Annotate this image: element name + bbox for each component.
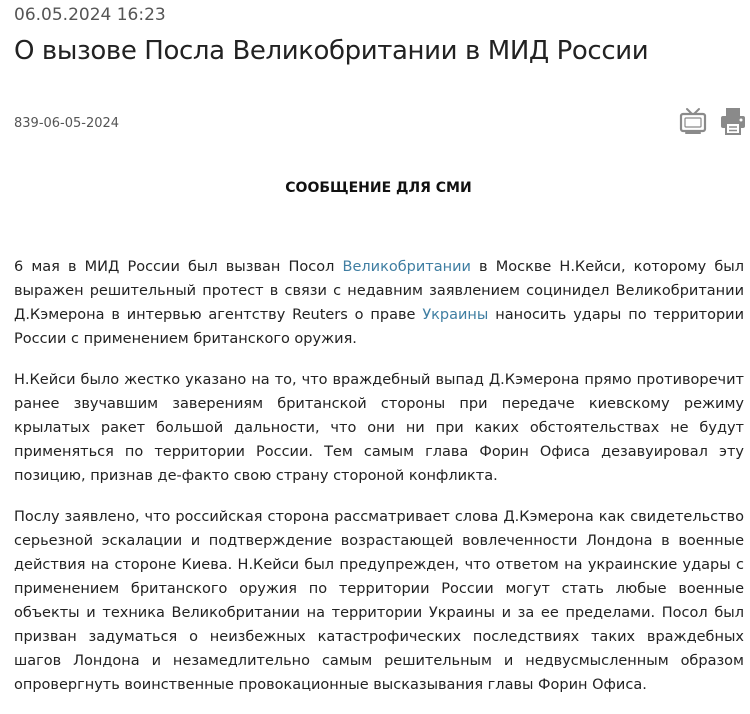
publication-datetime: 06.05.2024 16:23 [14,5,166,25]
paragraph-2: Н.Кейси было жестко указано на то, что враждебный выпад Д.Кэмерона прямо противоречит ранее звучавшим заверениям британской стороны при передаче киевскому режиму крылатых ракет большой дальности, что они ни при каких обстоятельствах не будут применяться по территории России. Тем самым глава Форин Офиса дезавуировал эту позицию, признав де-факто свою страну стороной конфликта. [14,372,744,484]
link-ukraine[interactable]: Украины [422,307,489,323]
press-release-heading: СООБЩЕНИЕ ДЛЯ СМИ [285,180,472,196]
paragraph-1-text-3: наносить удары по территории России с применением британского оружия. [14,307,744,347]
print-icon[interactable] [718,106,748,136]
paragraph-1-text-2: в Москве Н.Кейси, которому был выражен решительный протест в связи с недавним заявлением социнидел Великобритании Д.Кэмерона в интервью агентству Reuters о праве [14,259,745,323]
paragraph-3: Послу заявлено, что российская сторона рассматривает слова Д.Кэмерона как свидетельство серьезной эскалации и подтверждение возрастающей вовлеченности Лондона в военные действия на стороне Киева. Н.Кейси был предупрежден, что ответом на украинские удары с применением британского оружия по территории России могут стать любые военные объекты и техника Великобритании на территории Украины и за ее пределами. Посол был призван задуматься о неизбежных катастрофических последствиях таких враждебных шагов Лондона и незамедлительно самым решительным и недвусмысленным образом опровергнуть воинственные провокационные высказывания главы Форин Офиса. [14,509,744,693]
link-great-britain[interactable]: Великобритании [342,259,471,275]
tv-icon[interactable] [678,106,708,136]
paragraph-1 [14,255,744,351]
document-number: 839-06-05-2024 [14,116,120,131]
paragraph-1-text-1: 6 мая в МИД России был вызван Посол [14,259,343,275]
page-title: О вызове Посла Великобритании в МИД России [14,36,649,66]
article-body [14,255,744,714]
